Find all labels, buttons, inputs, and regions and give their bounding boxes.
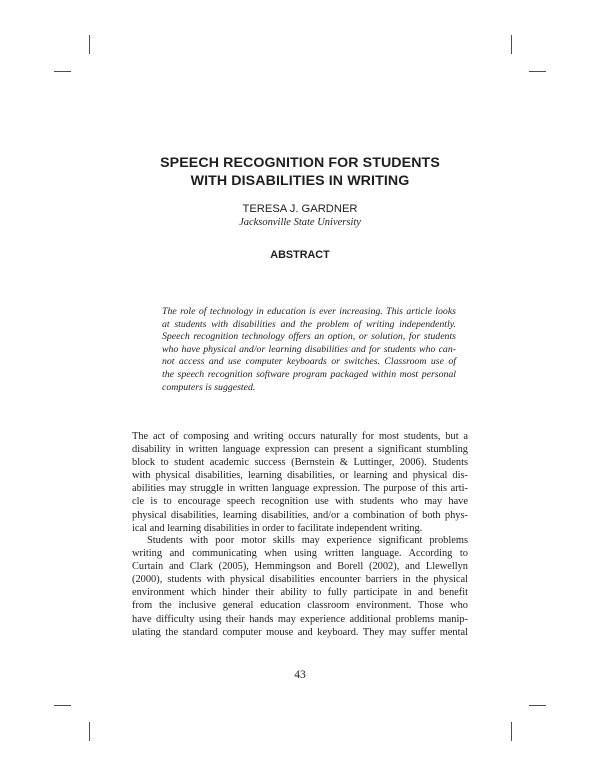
body-line: from the inclusive general education classroom environment. Those who [132,600,468,612]
page-number: 43 [294,669,306,681]
abstract-line: who have physical and/or learning disabilities and for students who can- [162,343,456,355]
crop-mark-bottom-right-horizontal [529,705,546,706]
crop-mark-bottom-left-vertical [89,722,90,741]
article-title [0,154,600,190]
crop-mark-top-left-horizontal [54,71,71,72]
body-line: Curtain and Clark (2005), Hemmingson and Borell (2002), and Llewellyn [132,561,468,573]
body-line: ulating the standard computer mouse and keyboard. They may suffer mental [132,626,468,638]
body-line: cle is to encourage speech recognition use with students who may have [132,496,468,508]
abstract-line: not access and use computer keyboards or switches. Classroom use of [162,356,456,368]
body-line: abilities may struggle in written language expression. The purpose of this arti- [132,483,468,495]
crop-mark-top-left-vertical [89,35,90,54]
body-paragraph-1 [132,430,468,535]
body-line: (2000), students with physical disabilities encounter barriers in the physical [132,574,468,586]
crop-mark-bottom-left-horizontal [54,705,71,706]
crop-mark-bottom-right-vertical [511,722,512,741]
body-line: environment which hinder their ability to fully participate in and benefit [132,587,468,599]
body-line: Students with poor motor skills may experience significant problems [147,535,468,546]
body-line: writing and communicating when using written language. According to [132,548,468,560]
body-line: The act of composing and writing occurs naturally for most students, but a [132,431,468,442]
abstract-text [162,306,456,394]
body-line: disability in written language expression can present a significant stumbling [132,444,468,456]
article-title-line-1: SPEECH RECOGNITION FOR STUDENTS [160,155,440,171]
body-line: ical and learning disabilities in order to facilitate independent writing. [132,522,423,534]
abstract-line: The role of technology in education is ever increasing. This article looks [162,306,456,317]
body-line: with physical disabilities, learning disabilities, or learning and physical dis- [132,470,468,482]
abstract-line: at students with disabilities and the problem of writing independently. [162,318,456,330]
body-paragraph-2 [132,534,468,639]
abstract-line: Speech recognition technology offers an option, or solution, for students [162,331,456,343]
crop-mark-top-right-horizontal [529,71,546,72]
article-title-line-2: WITH DISABILITIES IN WRITING [190,173,410,189]
abstract-line: computers is suggested. [162,381,256,393]
author-affiliation: Jacksonville State University [239,217,361,228]
body-line: have difficulty using their hands may experience additional problems manip- [132,613,468,625]
crop-mark-top-right-vertical [511,35,512,54]
author-name: TERESA J. GARDNER [242,203,358,215]
abstract-line: the speech recognition software program packaged within most personal [162,368,456,380]
body-line: physical disabilities, learning disabilities, and/or a combination of both phys- [132,509,468,521]
abstract-heading: ABSTRACT [270,249,330,261]
body-line: block to student academic success (Bernstein & Luttinger, 2006). Students [132,457,468,469]
